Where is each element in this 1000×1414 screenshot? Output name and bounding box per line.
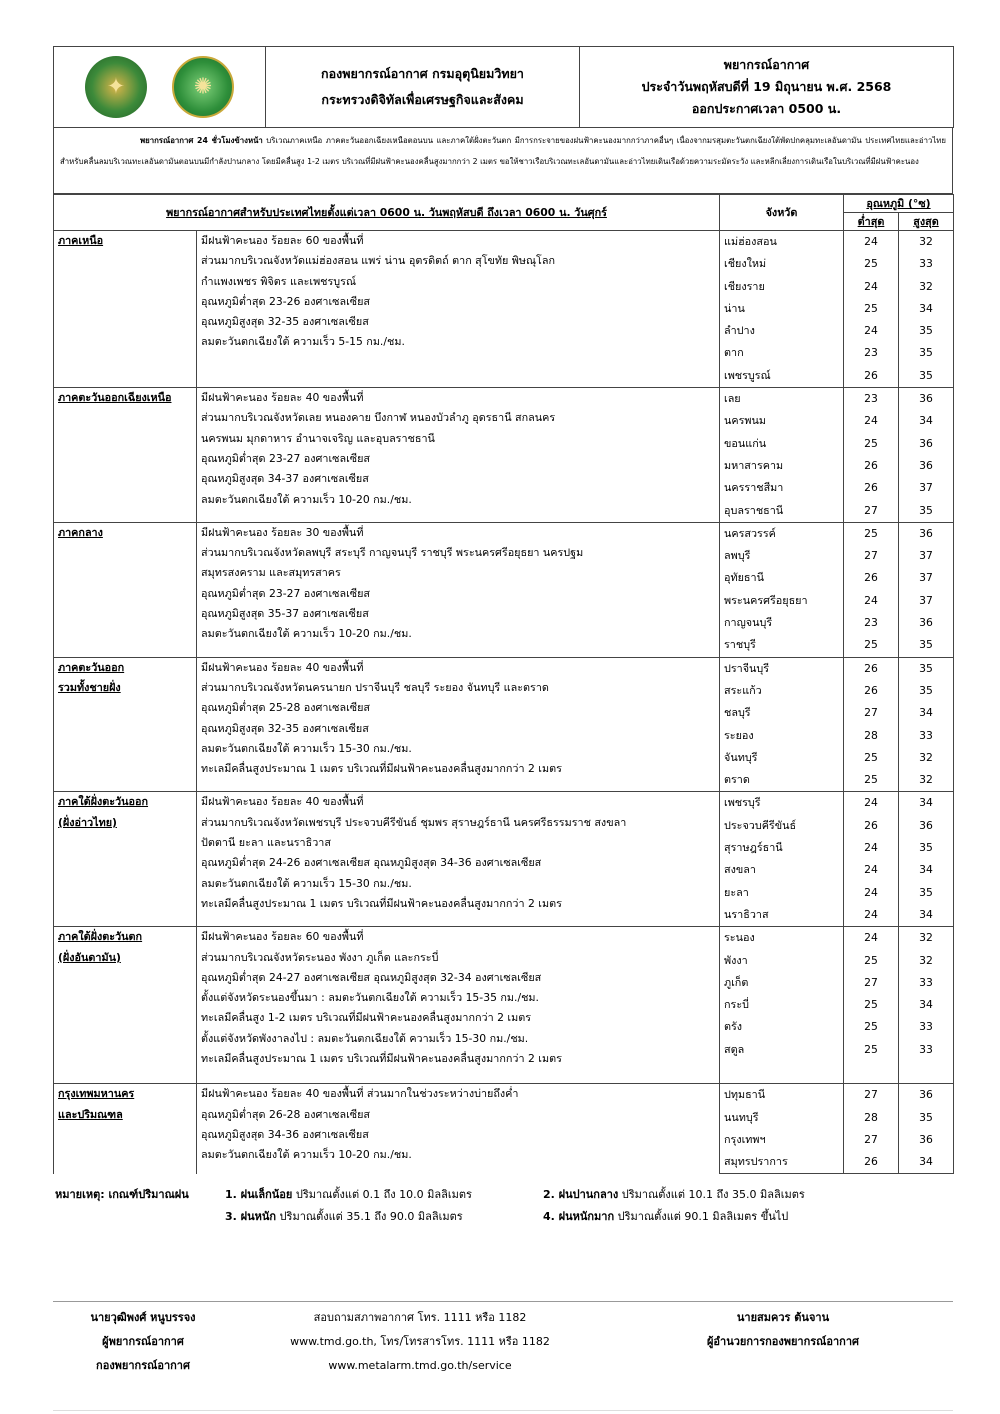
intro-lead: พยากรณ์อากาศ 24 ชั่วโมงข้างหน้า (140, 136, 263, 145)
region-name (54, 388, 197, 523)
max-temp: 37 (899, 545, 954, 567)
province-name: พระนครศรีอยุธยา (720, 590, 844, 612)
province-name: ตาก (720, 342, 844, 364)
max-temp: 33 (899, 1016, 954, 1038)
forecaster-name: นายวุฒิพงศ์ หนูบรรจง (90, 1311, 196, 1324)
temperature-header: อุณหภูมิ (°ซ) (844, 195, 954, 213)
max-temp: 36 (899, 1084, 954, 1107)
description-line: ลมตะวันตกเฉียงใต้ ความเร็ว 10-20 กม./ชม. (201, 492, 412, 506)
min-temp: 26 (844, 1151, 899, 1174)
max-temp: 35 (899, 882, 954, 904)
max-temp: 34 (899, 994, 954, 1016)
region-name-line: กรุงเทพมหานคร (58, 1087, 135, 1101)
max-temp: 34 (899, 859, 954, 881)
max-temp: 34 (899, 298, 954, 320)
province-name: ปทุมธานี (720, 1084, 844, 1107)
region-name (54, 1084, 197, 1174)
description-line: ส่วนมากบริเวณจังหวัดนครนายก ปราจีนบุรี ชลบุรี ระยอง จันทบุรี และตราด (201, 680, 549, 694)
org-line-2: กระทรวงดิจิทัลเพื่อเศรษฐกิจและสังคม (321, 92, 524, 107)
max-temp: 33 (899, 725, 954, 747)
director-role: ผู้อำนวยการกองพยากรณ์อากาศ (706, 1335, 859, 1348)
max-temp (899, 1061, 954, 1084)
max-temp: 36 (899, 433, 954, 455)
max-temp: 36 (899, 388, 954, 411)
footer (53, 1301, 953, 1372)
min-temp (844, 1061, 899, 1084)
max-temp: 35 (899, 634, 954, 657)
max-temp: 33 (899, 972, 954, 994)
min-temp: 25 (844, 433, 899, 455)
province-name: ราชบุรี (720, 634, 844, 657)
min-temp: 23 (844, 388, 899, 411)
max-temp: 34 (899, 702, 954, 724)
province-name: อุทัยธานี (720, 567, 844, 589)
min-temp: 25 (844, 298, 899, 320)
min-temp: 26 (844, 365, 899, 388)
max-temp: 33 (899, 1039, 954, 1061)
region-description (197, 522, 720, 657)
min-temp: 26 (844, 657, 899, 680)
forecaster-division: กองพยากรณ์อากาศ (96, 1359, 190, 1372)
director-signature (613, 1306, 953, 1354)
description-line: อุณหภูมิต่ำสุด 25-28 องศาเซลเซียส (201, 701, 371, 715)
max-temp: 35 (899, 680, 954, 702)
region-name-line: รวมทั้งชายฝั่ง (58, 680, 121, 694)
region-name-line: ภาคตะวันออก (58, 660, 125, 674)
min-temp: 25 (844, 1039, 899, 1061)
min-temp: 23 (844, 342, 899, 364)
description-line: มีฝนฟ้าคะนอง ร้อยละ 40 ของพื้นที่ (201, 795, 364, 809)
forecaster-signature (53, 1306, 233, 1378)
province-name: นนทบุรี (720, 1107, 844, 1129)
description-line: อุณหภูมิต่ำสุด 26-28 องศาเซลเซียส (201, 1107, 371, 1121)
description-line: ส่วนมากบริเวณจังหวัดเลย หนองคาย บึงกาฬ หนองบัวลำภู อุดรธานี สกลนคร (201, 411, 556, 425)
max-temp: 34 (899, 1151, 954, 1174)
region-name-line: ภาคกลาง (58, 525, 103, 539)
tmd-department-seal-icon: ✺ (172, 56, 234, 118)
province-name: สงขลา (720, 859, 844, 881)
description-line: อุณหภูมิสูงสุด 32-35 องศาเซลเซียส (201, 315, 369, 329)
min-temp: 25 (844, 253, 899, 275)
table-row (54, 927, 954, 950)
province-name: ชลบุรี (720, 702, 844, 724)
region-name (54, 231, 197, 388)
max-temp: 36 (899, 1129, 954, 1151)
max-temp: 35 (899, 657, 954, 680)
description-line: ทะเลมีคลื่นสูงประมาณ 1 เมตร บริเวณที่มีฝนฟ้าคะนองคลื่นสูงมากกว่า 2 เมตร (201, 762, 562, 776)
region-name-line: ภาคใต้ฝั่งตะวันตก (58, 930, 143, 944)
max-temp: 37 (899, 590, 954, 612)
province-name: กาญจนบุรี (720, 612, 844, 634)
min-temp: 24 (844, 927, 899, 950)
contact-phone: สอบถามสภาพอากาศ โทร. 1111 หรือ 1182 (313, 1311, 527, 1324)
forecast-table (53, 194, 954, 1174)
rain-very-heavy: 4. ฝนหนักมาก ปริมาณตั้งแต่ 90.1 มิลลิเมตร ขึ้นไป (543, 1210, 789, 1224)
min-temp: 24 (844, 590, 899, 612)
max-temp: 32 (899, 231, 954, 254)
province-name: เลย (720, 388, 844, 411)
description-line: ลมตะวันตกเฉียงใต้ ความเร็ว 5-15 กม./ชม. (201, 335, 405, 349)
description-line: อุณหภูมิสูงสุด 34-37 องศาเซลเซียส (201, 472, 369, 486)
min-temp: 24 (844, 882, 899, 904)
province-name: ตรัง (720, 1016, 844, 1038)
table-title: พยากรณ์อากาศสำหรับประเทศไทยตั้งแต่เวลา 0600 น. วันพฤหัสบดี ถึงเวลา 0600 น. วันศุกร์ (54, 195, 720, 231)
province-name: ลำปาง (720, 320, 844, 342)
province-name: สุราษฎร์ธานี (720, 837, 844, 859)
region-name (54, 792, 197, 927)
max-temp: 35 (899, 365, 954, 388)
table-row (54, 388, 954, 411)
max-temp: 36 (899, 815, 954, 837)
max-temp: 32 (899, 927, 954, 950)
logo-cell (54, 47, 266, 128)
table-row (54, 522, 954, 545)
min-temp: 25 (844, 950, 899, 972)
rain-criteria-note (53, 1184, 953, 1228)
description-line: อุณหภูมิต่ำสุด 23-26 องศาเซลเซียส (201, 294, 371, 308)
province-name: สมุทรปราการ (720, 1151, 844, 1174)
province-name: เชียงราย (720, 276, 844, 298)
max-temp: 32 (899, 276, 954, 298)
note-label: หมายเหตุ: เกณฑ์ปริมาณฝน (55, 1188, 189, 1202)
contact-website[interactable]: www.tmd.go.th, โทร/โทรสารโทร. 1111 หรือ 1182 (290, 1335, 550, 1348)
description-line: ลมตะวันตกเฉียงใต้ ความเร็ว 10-20 กม./ชม. (201, 1148, 412, 1162)
min-temp: 26 (844, 680, 899, 702)
description-line: ปัตตานี ยะลา และนราธิวาส (201, 836, 331, 850)
min-temp: 26 (844, 477, 899, 499)
forecast-issue-time: ออกประกาศเวลา 0500 น. (691, 101, 842, 116)
province-name: กรุงเทพฯ (720, 1129, 844, 1151)
min-temp: 26 (844, 815, 899, 837)
region-name-line: ภาคเหนือ (58, 234, 104, 247)
contact-info (235, 1306, 605, 1378)
min-temp: 24 (844, 320, 899, 342)
max-temp: 35 (899, 500, 954, 523)
forecast-document (53, 46, 953, 1228)
max-temp: 37 (899, 567, 954, 589)
max-temp: 32 (899, 769, 954, 792)
rain-heavy: 3. ฝนหนัก ปริมาณตั้งแต่ 35.1 ถึง 90.0 มิลลิเมตร (225, 1210, 463, 1224)
province-name: ระยอง (720, 725, 844, 747)
province-name: น่าน (720, 298, 844, 320)
max-temp: 35 (899, 342, 954, 364)
region-name-line: และปริมณฑล (58, 1107, 123, 1121)
description-line: อุณหภูมิต่ำสุด 24-27 องศาเซลเซียส อุณหภูมิสูงสุด 32-34 องศาเซลเซียส (201, 970, 542, 984)
description-line: ลมตะวันตกเฉียงใต้ ความเร็ว 15-30 กม./ชม. (201, 876, 412, 890)
description-line: ทะเลมีคลื่นสูงประมาณ 1 เมตร บริเวณที่มีฝนฟ้าคะนองคลื่นสูงมากกว่า 2 เมตร (201, 896, 562, 910)
province-name: กระบี่ (720, 994, 844, 1016)
rain-light: 1. ฝนเล็กน้อย ปริมาณตั้งแต่ 0.1 ถึง 10.0 มิลลิเมตร (225, 1188, 472, 1202)
region-name-line: (ฝั่งอันดามัน) (58, 950, 121, 964)
region-description (197, 388, 720, 523)
rain-moderate: 2. ฝนปานกลาง ปริมาณตั้งแต่ 10.1 ถึง 35.0 มิลลิเมตร (543, 1188, 805, 1202)
min-temp: 25 (844, 769, 899, 792)
province-name: เพชรบูรณ์ (720, 365, 844, 388)
max-temp-header: สูงสุด (899, 213, 954, 231)
header-table (53, 46, 954, 128)
region-name-line: (ฝั่งอ่าวไทย) (58, 815, 117, 829)
max-temp: 32 (899, 950, 954, 972)
region-description (197, 927, 720, 1084)
province-name: จันทบุรี (720, 747, 844, 769)
max-temp: 34 (899, 792, 954, 815)
table-row (54, 657, 954, 680)
max-temp: 36 (899, 612, 954, 634)
max-temp: 35 (899, 837, 954, 859)
max-temp: 35 (899, 320, 954, 342)
description-line: อุณหภูมิสูงสุด 34-36 องศาเซลเซียส (201, 1127, 369, 1141)
description-line: ตั้งแต่จังหวัดพังงาลงไป : ลมตะวันตกเฉียงใต้ ความเร็ว 15-30 กม./ชม. (201, 1031, 529, 1045)
min-temp: 23 (844, 612, 899, 634)
province-name: นครพนม (720, 410, 844, 432)
province-name: นราธิวาส (720, 904, 844, 927)
min-temp: 27 (844, 1084, 899, 1107)
description-line: ทะเลมีคลื่นสูงประมาณ 1 เมตร บริเวณที่มีฝนฟ้าคะนองคลื่นสูงมากกว่า 2 เมตร (201, 1051, 562, 1065)
province-name: ยะลา (720, 882, 844, 904)
province-name: ระนอง (720, 927, 844, 950)
description-line: มีฝนฟ้าคะนอง ร้อยละ 40 ของพื้นที่ (201, 391, 364, 405)
province-name: ตราด (720, 769, 844, 792)
min-temp: 26 (844, 567, 899, 589)
province-name: แม่ฮ่องสอน (720, 231, 844, 254)
forecast-title-cell (580, 47, 954, 128)
description-line: ทะเลมีคลื่นสูง 1-2 เมตร บริเวณที่มีฝนฟ้าคะนองคลื่นสูงมากกว่า 2 เมตร (201, 1011, 532, 1025)
bottom-divider (53, 1410, 953, 1411)
description-line: อุณหภูมิต่ำสุด 24-26 องศาเซลเซียส อุณหภูมิสูงสุด 34-36 องศาเซลเซียส (201, 856, 542, 870)
min-temp: 27 (844, 1129, 899, 1151)
description-line: อุณหภูมิสูงสุด 35-37 องศาเซลเซียส (201, 607, 369, 621)
province-name: สระแก้ว (720, 680, 844, 702)
min-temp: 28 (844, 725, 899, 747)
min-temp: 28 (844, 1107, 899, 1129)
description-line: มีฝนฟ้าคะนอง ร้อยละ 60 ของพื้นที่ (201, 234, 364, 247)
description-line: อุณหภูมิต่ำสุด 23-27 องศาเซลเซียส (201, 451, 371, 465)
province-name: สตูล (720, 1039, 844, 1061)
director-name: นายสมควร ต้นจาน (736, 1311, 830, 1324)
min-temp: 25 (844, 522, 899, 545)
region-description (197, 1084, 720, 1174)
min-temp: 27 (844, 702, 899, 724)
description-line: นครพนม มุกดาหาร อำนาจเจริญ และอุบลราชธานี (201, 431, 435, 445)
forecast-title: พยากรณ์อากาศ (723, 57, 810, 72)
min-temp: 26 (844, 455, 899, 477)
min-temp-header: ต่ำสุด (844, 213, 899, 231)
province-name (720, 1061, 844, 1084)
min-temp: 24 (844, 410, 899, 432)
province-name: เชียงใหม่ (720, 253, 844, 275)
description-line: ส่วนมากบริเวณจังหวัดระนอง พังงา ภูเก็ต และกระบี่ (201, 950, 439, 964)
region-name (54, 522, 197, 657)
province-name: นครสวรรค์ (720, 522, 844, 545)
province-name: ภูเก็ต (720, 972, 844, 994)
min-temp: 27 (844, 545, 899, 567)
description-line: สมุทรสงคราม และสมุทรสาคร (201, 566, 341, 580)
organization-cell (266, 47, 580, 128)
min-temp: 25 (844, 747, 899, 769)
table-row (54, 792, 954, 815)
region-description (197, 657, 720, 792)
min-temp: 24 (844, 792, 899, 815)
min-temp: 25 (844, 634, 899, 657)
province-name: ขอนแก่น (720, 433, 844, 455)
max-temp: 36 (899, 522, 954, 545)
min-temp: 25 (844, 1016, 899, 1038)
description-line: ตั้งแต่จังหวัดระนองขึ้นมา : ลมตะวันตกเฉียงใต้ ความเร็ว 15-35 กม./ชม. (201, 991, 539, 1005)
max-temp: 35 (899, 1107, 954, 1129)
region-name (54, 927, 197, 1084)
org-line-1: กองพยากรณ์อากาศ กรมอุตุนิยมวิทยา (321, 66, 524, 81)
description-line: มีฝนฟ้าคะนอง ร้อยละ 60 ของพื้นที่ (201, 930, 364, 944)
max-temp: 37 (899, 477, 954, 499)
max-temp: 32 (899, 747, 954, 769)
region-description (197, 231, 720, 388)
max-temp: 34 (899, 904, 954, 927)
description-line: มีฝนฟ้าคะนอง ร้อยละ 40 ของพื้นที่ (201, 660, 364, 674)
max-temp: 33 (899, 253, 954, 275)
province-name: มหาสารคาม (720, 455, 844, 477)
description-line: ส่วนมากบริเวณจังหวัดลพบุรี สระบุรี กาญจนบุรี ราชบุรี พระนครศรีอยุธยา นครปฐม (201, 546, 584, 560)
description-line: อุณหภูมิต่ำสุด 23-27 องศาเซลเซียส (201, 586, 371, 600)
province-name: นครราชสีมา (720, 477, 844, 499)
max-temp: 34 (899, 410, 954, 432)
province-name: ปราจีนบุรี (720, 657, 844, 680)
forecast-date: ประจำวันพฤหัสบดีที่ 19 มิถุนายน พ.ศ. 2568 (641, 79, 892, 94)
region-name-line: ภาคตะวันออกเฉียงเหนือ (58, 391, 172, 405)
description-line: อุณหภูมิสูงสุด 32-35 องศาเซลเซียส (201, 721, 369, 735)
province-name: อุบลราชธานี (720, 500, 844, 523)
forecaster-role: ผู้พยากรณ์อากาศ (102, 1335, 184, 1348)
table-row (54, 231, 954, 254)
tmd-ministry-seal-icon: ✦ (85, 56, 147, 118)
province-name: ประจวบคีรีขันธ์ (720, 815, 844, 837)
min-temp: 24 (844, 859, 899, 881)
min-temp: 24 (844, 904, 899, 927)
province-name: ลพบุรี (720, 545, 844, 567)
intro-text: บริเวณภาคเหนือ ภาคตะวันออกเฉียงเหนือตอนบน และภาคใต้ฝั่งตะวันตก มีการกระจายของฝนฟ้าคะนองมากกว่าภาคอื่นๆ เนื่องจากมรสุมตะวันตกเฉียงใต้พัดปกคลุมทะเลอันดามัน ประเทศไทยและอ่าวไทย สำหรับคลื่นลมบริเวณทะเลอันดามันตอนบนมีกำลังปานกลาง โดยมีคลื่นสูง 1-2 เมตร บริเวณที่มีฝนฟ้าคะนองคลื่นสูงมากกว่า 2 เมตร ขอให้ชาวเรือบริเวณทะเลอันดามันและอ่าวไทยเดินเรือด้วยความระมัดระวัง และหลีกเลี่ยงการเดินเรือในบริเวณที่มีฝนฟ้าคะนอง (60, 136, 946, 166)
description-line: ส่วนมากบริเวณจังหวัดเพชรบุรี ประจวบคีรีขันธ์ ชุมพร สุราษฎร์ธานี นครศรีธรรมราช สงขลา (201, 815, 627, 829)
province-name: พังงา (720, 950, 844, 972)
description-line: มีฝนฟ้าคะนอง ร้อยละ 30 ของพื้นที่ (201, 525, 364, 539)
min-temp: 25 (844, 994, 899, 1016)
min-temp: 24 (844, 276, 899, 298)
description-line: ลมตะวันตกเฉียงใต้ ความเร็ว 10-20 กม./ชม. (201, 627, 412, 641)
table-row (54, 1084, 954, 1107)
min-temp: 27 (844, 500, 899, 523)
description-line: ลมตะวันตกเฉียงใต้ ความเร็ว 15-30 กม./ชม. (201, 741, 412, 755)
description-line: มีฝนฟ้าคะนอง ร้อยละ 40 ของพื้นที่ ส่วนมากในช่วงระหว่างบ่ายถึงค่ำ (201, 1087, 519, 1101)
region-name-line: ภาคใต้ฝั่งตะวันออก (58, 795, 149, 809)
min-temp: 24 (844, 837, 899, 859)
intro-paragraph (53, 128, 953, 194)
region-description (197, 792, 720, 927)
description-line: กำแพงเพชร พิจิตร และเพชรบูรณ์ (201, 274, 356, 288)
description-line: ส่วนมากบริเวณจังหวัดแม่ฮ่องสอน แพร่ น่าน อุตรดิตถ์ ตาก สุโขทัย พิษณุโลก (201, 254, 556, 268)
min-temp: 24 (844, 231, 899, 254)
contact-service-url[interactable]: www.metalarm.tmd.go.th/service (328, 1359, 512, 1372)
max-temp: 36 (899, 455, 954, 477)
province-header: จังหวัด (720, 195, 844, 231)
province-name: เพชรบุรี (720, 792, 844, 815)
min-temp: 27 (844, 972, 899, 994)
region-name (54, 657, 197, 792)
